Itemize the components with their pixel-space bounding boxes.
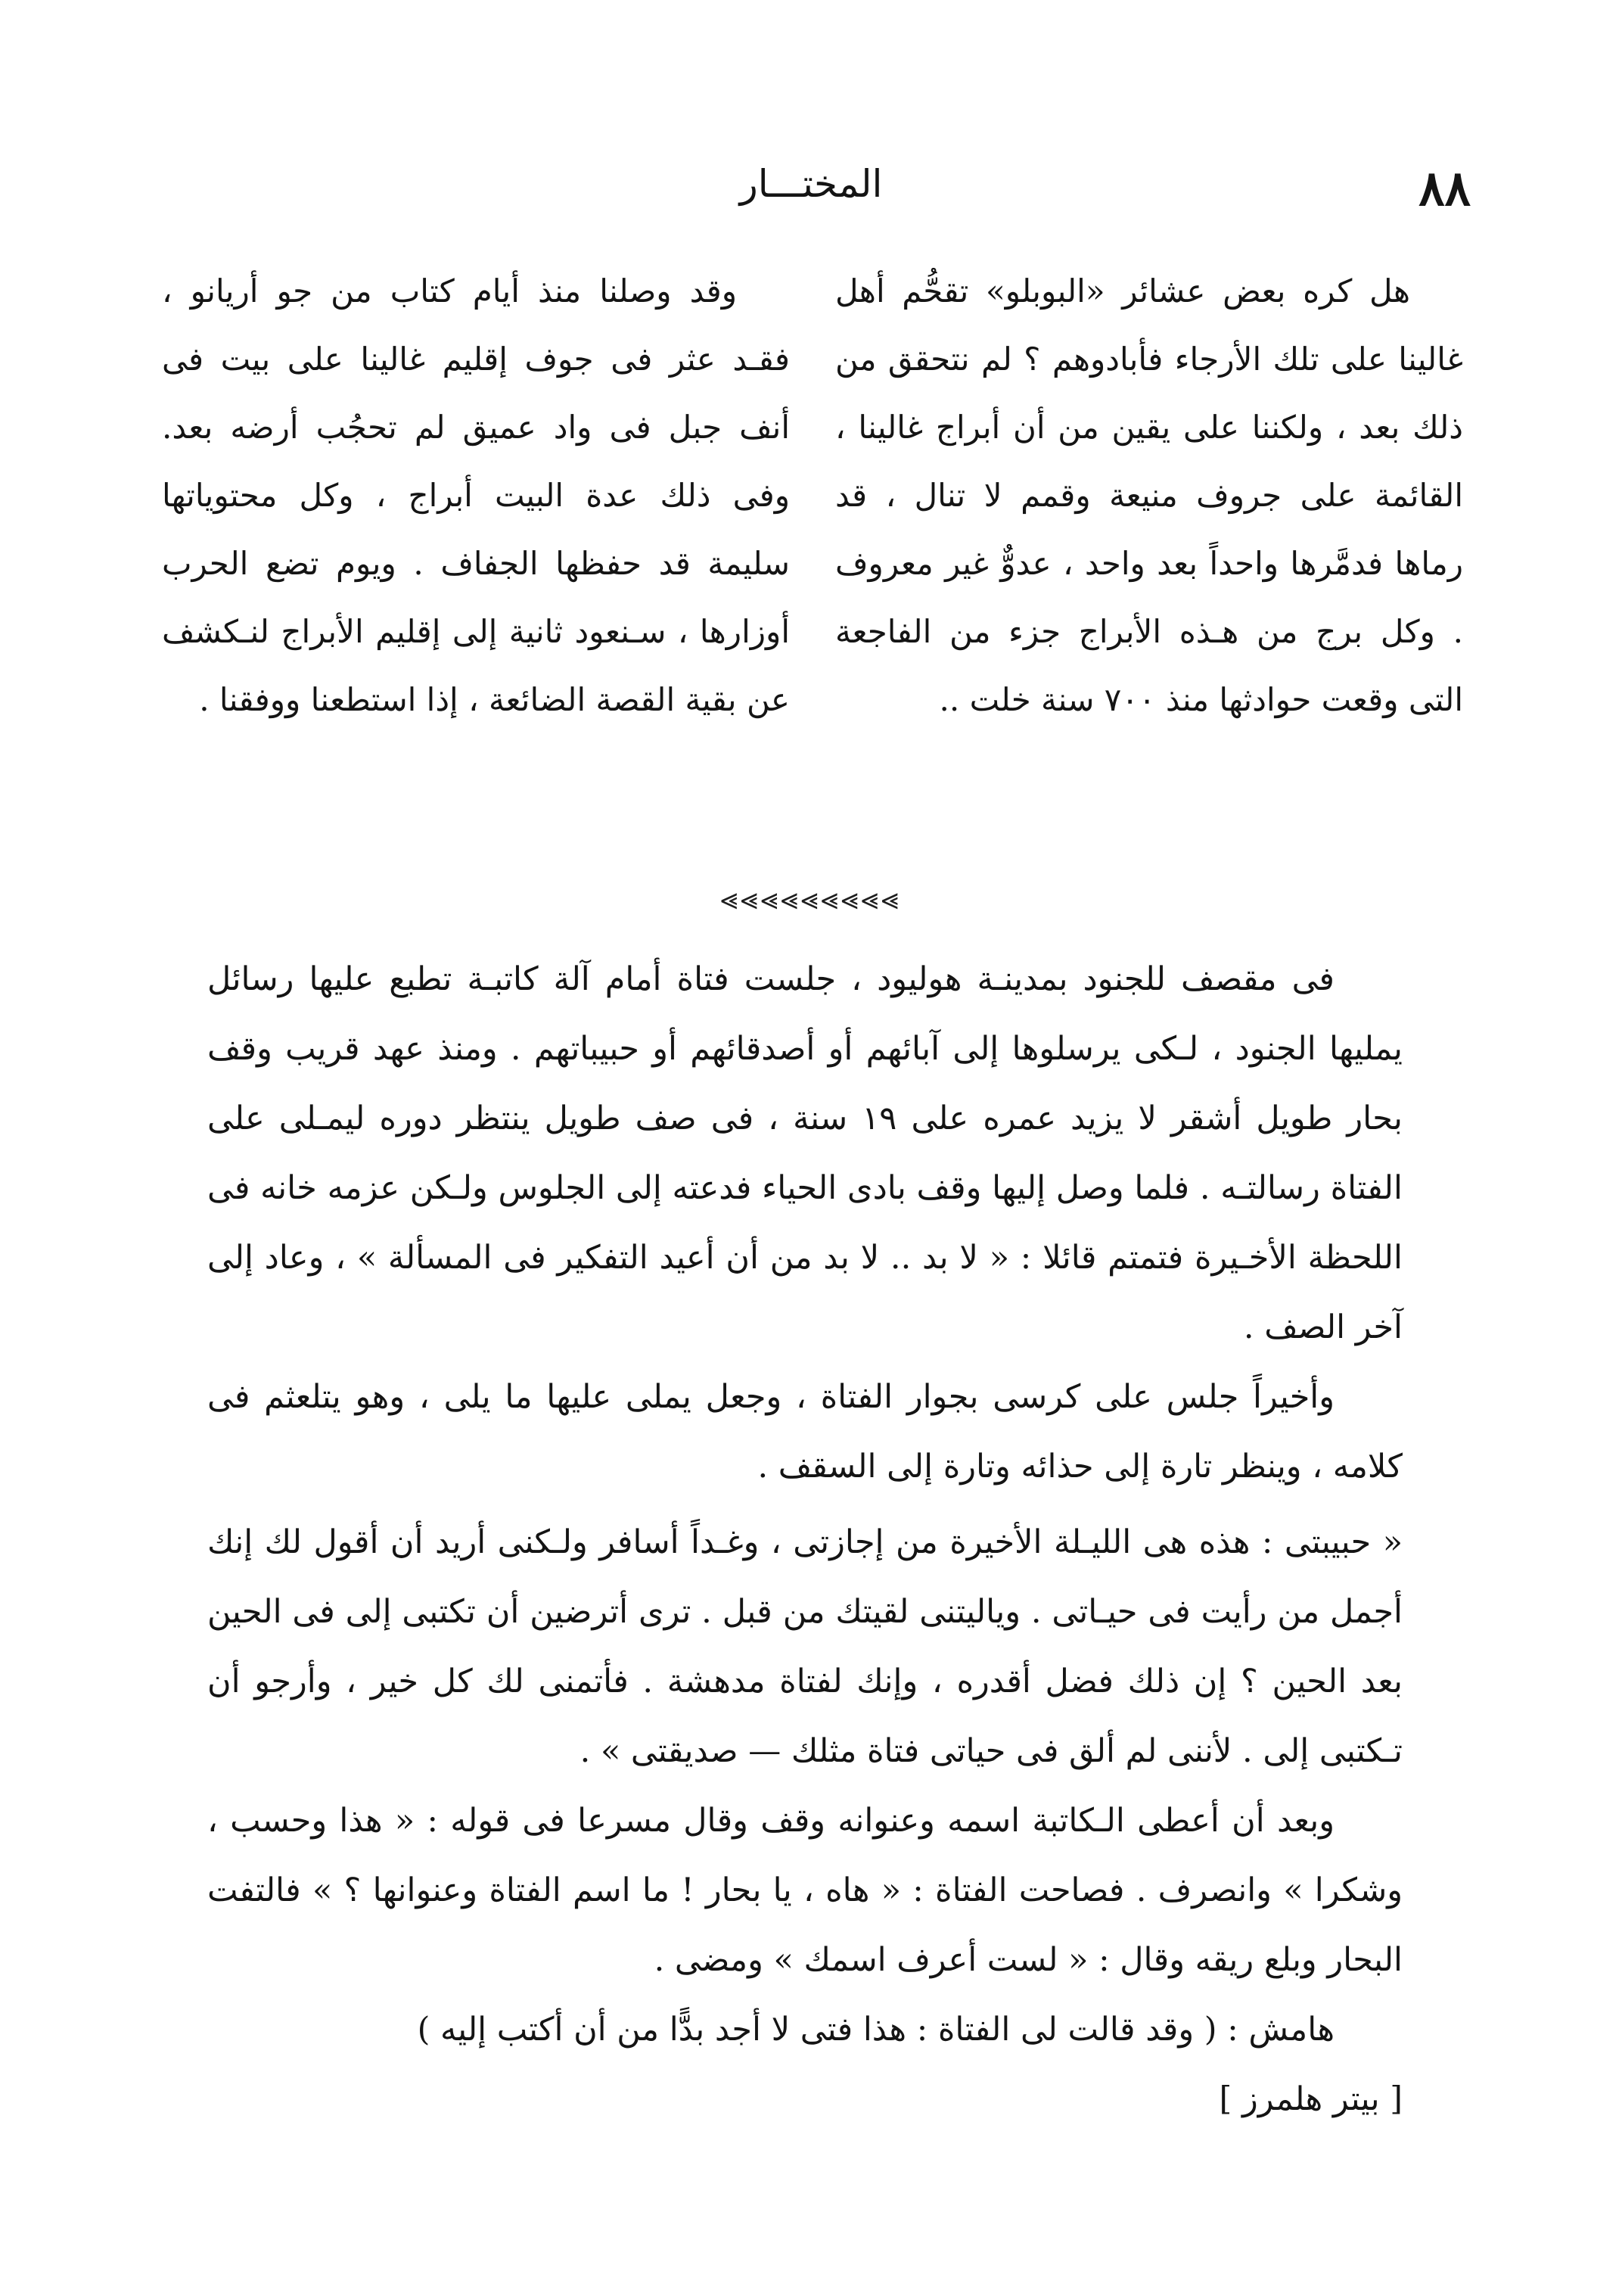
- story-closing-paragraph: وبعد أن أعطى الـكاتبة اسمه وعنوانه وقف وقال مسرعا فى قوله : « هذا وحسب ، وشكرا » وانصرف . فصاحت الفتاة : « هاه ، يا بحار ! ما اسم الفتاة وعنوانها ؟ » فالتفت البحار وبلع ريقه وقال : « لست أعرف اسمك » ومضى .: [207, 1802, 1403, 1979]
- letter-quote: « حبيبتى : هذه هى الليـلة الأخيرة من إجازتى ، وغـداً أسافر ولـكنى أريد أن أقول لك إنك أجمل من رأيت فى حيـاتى . وياليتنى لقيتك من قبل . ترى أترضين أن تكتبى إلى فى الحين بعد الحين ؟ إن ذلك فضل أقدره ، وإنك لفتاة مدهشة . فأتمنى لك كل خير ، وأرجو أن تـكتبى إلى . لأننى لم ألق فى حياتى فتاة مثلك — صديقتى » .: [207, 1523, 1403, 1770]
- right-column: [835, 257, 1463, 734]
- story-section: [207, 944, 1403, 2134]
- right-column-paragraph: هل كره بعض عشائر «البوبلو» تقحُّم أهل غالينا على تلك الأرجاء فأبادوهم ؟ لم نتحقق من ذلك بعد ، ولكننا على يقين من أن أبراج غالينا ، القائمة على جروف منيعة وقمم لا تنال ، قد رماها فدمَّرها واحداً بعد واحد ، عدوٌّ غير معروف . وكل برج من هـذه الأبراج جزء من الفاجعة التى وقعت حوادثها منذ ٧٠٠ سنة خلت ..: [835, 272, 1463, 718]
- ornamental-divider: ⪢⪢⪢⪢⪢⪢⪢⪢⪢: [720, 882, 902, 916]
- story-paragraph: فى مقصف للجنود بمدينـة هوليود ، جلست فتاة أمام آلة كاتبـة تطبع عليها رسائل يمليها الجنود ، لـكى يرسلوها إلى آبائهم أو أصدقائهم أو حبيباتهم . ومنذ عهد قريب وقف بحار طويل أشقر لا يزيد عمره على ١٩ سنة ، فى صف طويل ينتظر دوره ليمـلى على الفتاة رسالتـه . فلما وصل إليها وقف بادى الحياء فدعته إلى الجلوس ولـكن عزمه خانه فى اللحظة الأخـيرة فتمتم قائلا : « لا بد .. لا بد من أن أعيد التفكير فى المسألة » ، وعاد إلى آخر الصف .: [207, 960, 1403, 1346]
- story-paragraph: وأخيراً جلس على كرسى بجوار الفتاة ، وجعل يملى عليها ما يلى ، وهو يتلعثم فى كلامه ، وينظر تارة إلى حذائه وتارة إلى السقف .: [207, 1378, 1403, 1486]
- page-number: ٨٨: [1418, 160, 1471, 217]
- left-column: [162, 257, 790, 734]
- author-signature: [ بيتر هلمرز ]: [1219, 2080, 1403, 2118]
- left-column-paragraph: وقد وصلنا منذ أيام كتاب من جو أريانو ، فقـد عثر فى جوف إقليم غالينا على بيت فى أنف جبل فى واد عميق لم تحجُب أرضه بعد. وفى ذلك عدة البيت أبراج ، وكل محتوياتها سليمة قد حفظها الجفاف . ويوم تضع الحرب أوزارها ، سـنعود ثانية إلى إقليم الأبراج لنـكشف عن بقية القصة الضائعة ، إذا استطعنا ووفقنا .: [162, 272, 790, 718]
- two-column-section: [162, 257, 1463, 855]
- running-title: المختـــار: [739, 162, 883, 206]
- footnote: هامش : ( وقد قالت لى الفتاة : هذا فتى لا أجد بدًّا من أن أكتب إليه ): [417, 2011, 1335, 2049]
